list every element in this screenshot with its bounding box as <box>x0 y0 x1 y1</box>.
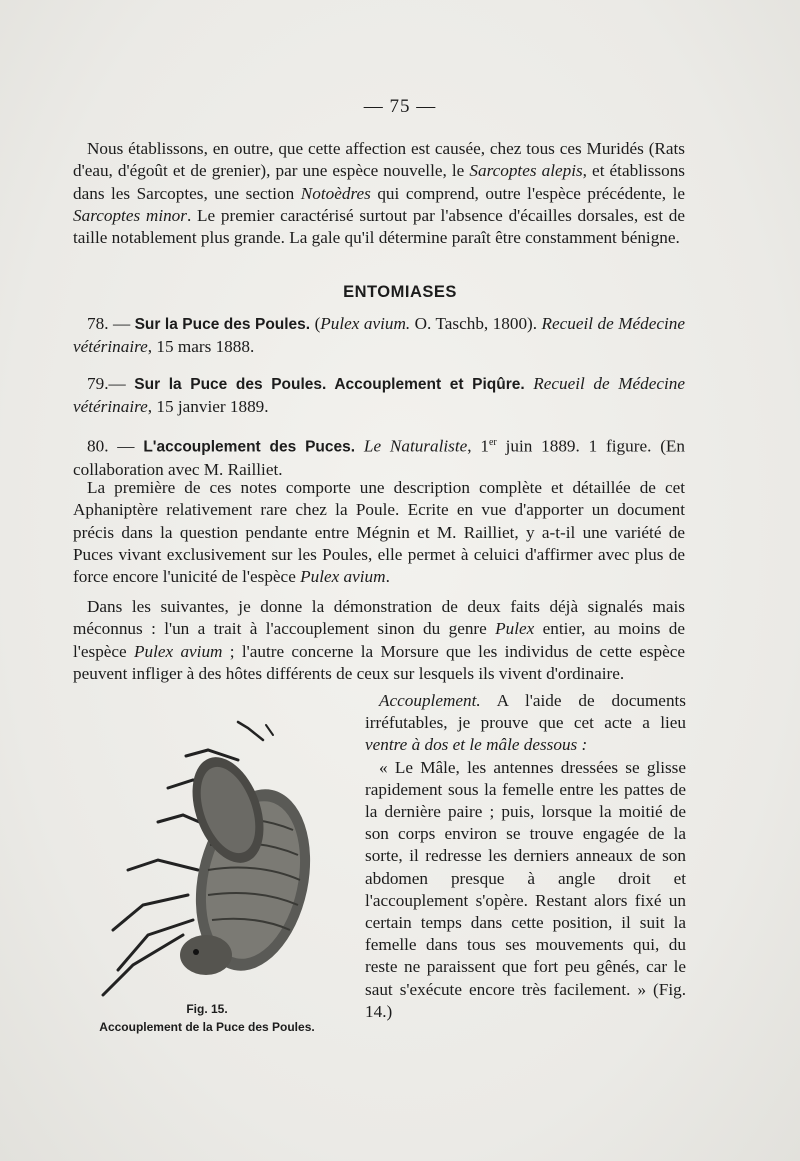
para1-text-2: . <box>385 567 390 587</box>
para2-italic-2: Pulex avium <box>134 641 223 661</box>
page-number: — 75 — <box>363 96 437 117</box>
accouplement-title: Accouplement. <box>379 691 481 710</box>
para1-text-1: La première de ces notes comporte une description complète et détaillée de cet Aphaniptère relativement rare chez la Poule. Ecrite en vue d'apporter un document précis dans la question pendante entre Mégnin et M. Railliet, y a-t-il une variété de Puces vivant exclusivement sur les Poules, elle permet à celuici d'affirmer avec plus de force encore l'unicité de l'espèce <box>73 478 685 587</box>
paragraph-first-note <box>73 477 685 588</box>
ref-text <box>525 374 534 393</box>
ref-title: L'accouplement des Puces. <box>143 438 356 456</box>
reference-80 <box>73 432 685 481</box>
para2-italic-1: Pulex <box>495 619 535 639</box>
figure-caption: Accouplement de la Puce des Poules. <box>99 1020 315 1034</box>
reference-78 <box>73 313 685 359</box>
ref-italic: Pulex avium. <box>320 314 411 333</box>
intro-italic-3: Sarcoptes minor <box>73 205 187 225</box>
para2-text-2: entier, au moins de l'espèce <box>73 619 686 661</box>
intro-paragraph <box>73 138 685 249</box>
ref-italic: Recueil de Médecine vétérinaire <box>73 314 686 357</box>
accouplement-italic: ventre à dos et le mâle dessous : <box>365 735 588 755</box>
para2-text-3: ; l'autre concerne la Morsure que les individus de cette espèce peuvent infliger à des hôtes différents de ceux sur lesquels ils vivent d'ordinaire. <box>73 641 685 683</box>
section-heading: ENTOMIASES <box>343 283 457 301</box>
quoted-description: « Le Mâle, les antennes dressées se glisse rapidement sous la femelle entre les pattes de la dernière paire ; puis, lorsque la moitié de son corps environ se trouve engagée de la sorte, il redresse les derniers anneaux de son abdomen presque à angle droit et l'accouplement s'opère. Restant alors fixé un certain temps dans cette position, il suit la femelle dans tous ses mouvements qui, du reste ne paraissent que fort peu gênés, car le saut s'exécute encore très facilement. » (Fig. 14.) <box>365 757 686 1021</box>
ref-text: , 15 janvier 1889. <box>147 397 269 417</box>
accouplement-paragraph <box>365 690 686 1023</box>
ref-italic: Recueil de Médecine vétérinaire <box>73 374 685 417</box>
figure-label: Fig. 15. <box>186 1002 228 1016</box>
intro-text-4: . Le premier caractérisé surtout par l'absence d'écailles dorsales, est de taille notablement plus grande. La gale qu'il détermine paraît être constamment bénigne. <box>73 205 685 248</box>
accouplement-text: A l'aide de documents irréfutables, je prouve que cet acte a lieu <box>365 691 686 733</box>
ref-text: , 1 <box>467 436 489 456</box>
ref-text: O. Taschb, 1800). <box>410 314 542 333</box>
ref-text: ( <box>310 314 321 333</box>
para2-text-1: Dans les suivantes, je donne la démonstration de deux faits déjà signalés mais méconnus : l'un a trait à l'accouplement sinon du genre <box>73 597 685 639</box>
ref-title: Sur la Puce des Poules. <box>134 316 311 333</box>
ref-title: Sur la Puce des Poules. Accouplement et Piqûre. <box>134 376 525 393</box>
intro-text-2: , et établissons dans les Sarcoptes, une section <box>73 161 685 203</box>
ref-italic: Le Naturaliste <box>363 436 468 456</box>
ref-superscript: er <box>488 437 497 448</box>
ref-number: 78. — <box>87 314 135 333</box>
intro-italic-2: Notoèdres <box>300 183 371 203</box>
ref-text <box>355 437 364 456</box>
ref-number: 80. — <box>87 436 144 456</box>
ref-number: 79.— <box>87 374 135 393</box>
intro-text-1: Nous établissons, en outre, que cette affection est causée, chez tous ces Muridés (Rats d'eau, d'égoût et de grenier), par une espèce nouvelle, le <box>73 139 685 181</box>
ref-text: juin 1889. 1 figure. (En collaboration avec M. Railliet. <box>73 436 686 480</box>
para1-italic: Pulex avium <box>300 567 386 587</box>
intro-text-3: qui comprend, outre l'espèce précédente, le <box>370 183 686 203</box>
intro-italic-1: Sarcoptes alepis <box>469 161 583 181</box>
paragraph-following-notes <box>73 596 685 685</box>
flea-illustration <box>88 720 328 1005</box>
ref-text: , 15 mars 1888. <box>147 337 255 357</box>
reference-79 <box>73 373 685 419</box>
